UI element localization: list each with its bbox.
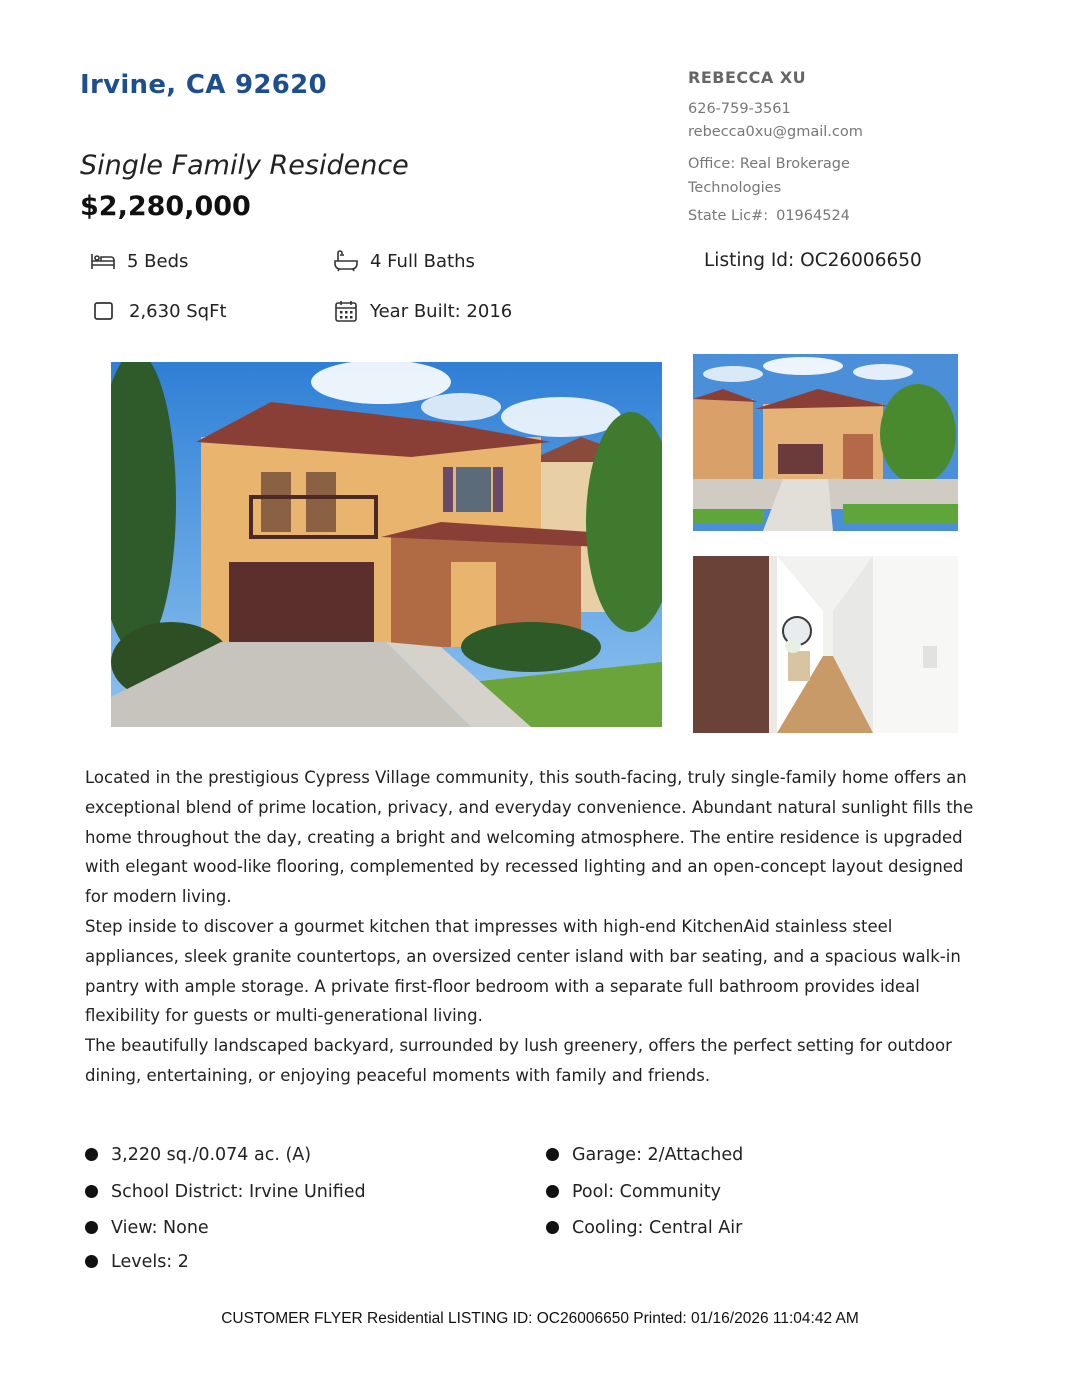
property-type: Single Family Residence xyxy=(80,150,409,181)
description-paragraph: Step inside to discover a gourmet kitchen that impresses with high-end KitchenAid stainless steel appliances, sleek granite countertops, an oversized center island with bar seating, and a spacious walk-in pantry with ample storage. A private first-floor bedroom with a separate full bathroom provides ideal flexibility for guests or multi-generational living. xyxy=(85,916,961,1026)
feature-text: Pool: Community xyxy=(572,1182,721,1202)
bullet-icon xyxy=(85,1221,98,1234)
description-paragraph: Located in the prestigious Cypress Village community, this south-facing, truly single-family home offers an exceptional blend of prime location, privacy, and everyday convenience. Abundant natural sunlight fills the home throughout the day, creating a bright and welcoming atmosphere. The entire residence is upgraded with elegant wood-like flooring, complemented by recessed lighting and an open-concept layout designed for modern living. xyxy=(85,768,974,907)
feature-item xyxy=(85,1182,366,1202)
property-location: Irvine, CA 92620 xyxy=(80,70,327,100)
thumbnail-photo-front[interactable] xyxy=(693,354,958,531)
agent-phone[interactable]: 626-759-3561 xyxy=(688,101,791,117)
fact-year-built xyxy=(334,300,512,322)
license-label: State Lic#: xyxy=(688,208,769,224)
feature-item xyxy=(85,1145,311,1165)
property-price: $2,280,000 xyxy=(80,191,251,222)
baths-label: 4 Full Baths xyxy=(370,250,475,272)
feature-item xyxy=(85,1218,209,1238)
agent-email[interactable]: rebecca0xu@gmail.com xyxy=(688,124,863,140)
house-front-image xyxy=(693,354,958,531)
description-paragraph: The beautifully landscaped backyard, surrounded by lush greenery, offers the perfect setting for outdoor dining, entertaining, or enjoying peaceful moments with family and friends. xyxy=(85,1036,952,1085)
listing-id: Listing Id: OC26006650 xyxy=(704,250,922,271)
agent-contact-block xyxy=(688,68,1008,228)
feature-text: 3,220 sq./0.074 ac. (A) xyxy=(111,1145,312,1165)
bathtub-icon xyxy=(334,250,358,272)
beds-label: 5 Beds xyxy=(127,250,189,272)
property-description xyxy=(85,763,985,1091)
bullet-icon xyxy=(546,1221,559,1234)
agent-license xyxy=(688,205,1008,228)
bullet-icon xyxy=(546,1185,559,1198)
feature-text: Levels: 2 xyxy=(111,1252,189,1272)
feature-item xyxy=(546,1145,743,1165)
bullet-icon xyxy=(85,1148,98,1161)
bullet-icon xyxy=(85,1255,98,1268)
feature-text: School District: Irvine Unified xyxy=(111,1182,366,1202)
feature-item xyxy=(546,1218,742,1238)
thumbnail-photo-interior[interactable] xyxy=(693,556,958,733)
bullet-icon xyxy=(546,1148,559,1161)
calendar-icon xyxy=(334,300,358,322)
fact-beds xyxy=(91,250,188,272)
year-built-label: Year Built: 2016 xyxy=(370,300,513,322)
agent-office: Office: Real Brokerage Technologies xyxy=(688,156,850,196)
hallway-interior-image xyxy=(693,556,958,733)
license-number: 01964524 xyxy=(776,208,850,224)
fact-baths xyxy=(334,250,475,272)
feature-text: Cooling: Central Air xyxy=(572,1218,743,1238)
fact-sqft xyxy=(93,300,227,322)
flyer-footer: CUSTOMER FLYER Residential LISTING ID: OC26006650 Printed: 01/16/2026 11:04:42 AM xyxy=(221,1310,859,1327)
feature-text: View: None xyxy=(111,1218,209,1238)
house-exterior-image xyxy=(111,362,662,727)
square-icon xyxy=(93,300,117,322)
bullet-icon xyxy=(85,1185,98,1198)
feature-item xyxy=(546,1182,721,1202)
feature-item xyxy=(85,1252,189,1272)
sqft-label: 2,630 SqFt xyxy=(129,300,227,322)
main-house-photo[interactable] xyxy=(111,362,662,727)
agent-name: REBECCA XU xyxy=(688,68,807,87)
feature-text: Garage: 2/Attached xyxy=(572,1145,744,1165)
bed-icon xyxy=(91,250,115,272)
